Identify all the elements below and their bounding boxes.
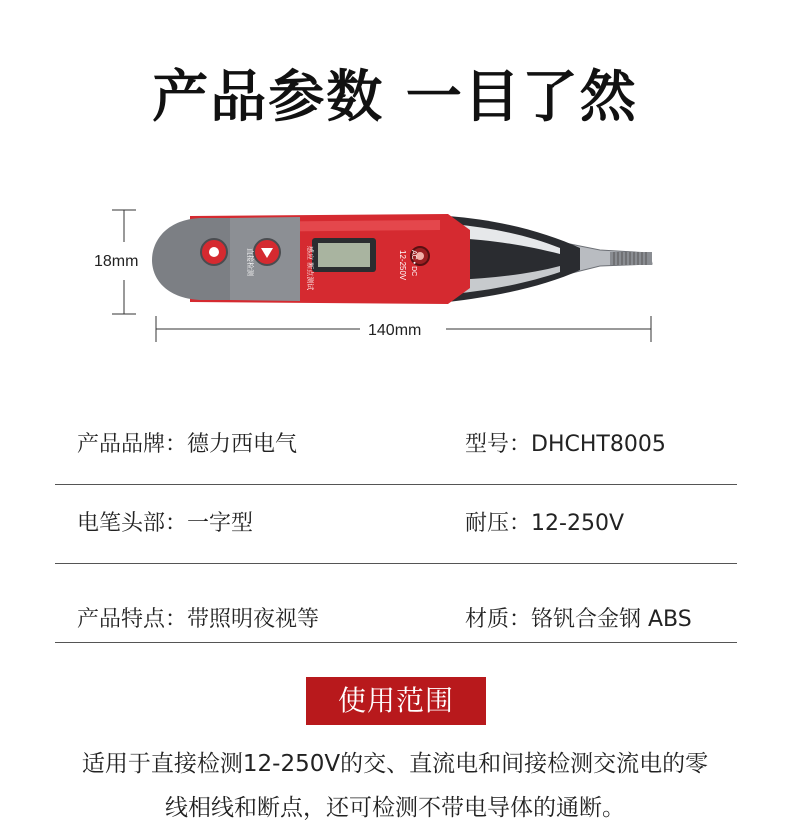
param-material <box>465 580 692 660</box>
param-voltage-value: 12-250V <box>531 511 624 536</box>
param-row-brand <box>55 405 737 485</box>
length-dimension <box>156 316 651 342</box>
param-brand-label: 产品品牌： <box>77 432 188 457</box>
button2-label: 感应 断点测试 <box>306 246 314 291</box>
param-row-features <box>55 563 737 643</box>
param-head <box>77 484 253 564</box>
param-voltage-label: 耐压： <box>465 511 532 536</box>
param-model-label: 型号： <box>465 432 532 457</box>
param-model <box>465 405 666 485</box>
param-material-label: 材质： <box>465 607 532 632</box>
usage-heading: 使用范围 <box>306 677 486 725</box>
param-row-head <box>55 484 737 564</box>
range-label: 12-250V <box>398 250 407 281</box>
param-features-value: 带照明夜视等 <box>187 607 320 632</box>
param-head-label: 电笔头部： <box>77 511 188 536</box>
param-features <box>77 580 319 660</box>
param-model-value: DHCHT8005 <box>531 432 666 457</box>
param-brand <box>77 405 297 485</box>
usage-line-2: 线相线和断点，还可检测不带电导体的通断。 <box>165 795 625 821</box>
param-voltage <box>465 484 624 564</box>
param-head-value: 一字型 <box>187 511 254 536</box>
tester-pen <box>152 214 652 304</box>
button1-label: 直接检测 <box>246 248 254 276</box>
product-illustration <box>0 190 790 360</box>
height-dimension <box>94 210 138 314</box>
row-divider <box>55 642 737 643</box>
acdc-label: AC • DC <box>410 250 417 277</box>
height-label: 18mm <box>94 253 139 270</box>
usage-line-1: 适用于直接检测12-250V的交、直流电和间接检测交流电的零 <box>81 751 709 777</box>
param-brand-value: 德力西电气 <box>187 432 298 457</box>
param-features-label: 产品特点： <box>77 607 188 632</box>
length-label: 140mm <box>368 322 422 339</box>
param-material-value: 铬钒合金钢 ABS <box>531 607 692 632</box>
usage-description <box>20 742 770 830</box>
page-title: 产品参数 一目了然 <box>152 65 638 130</box>
